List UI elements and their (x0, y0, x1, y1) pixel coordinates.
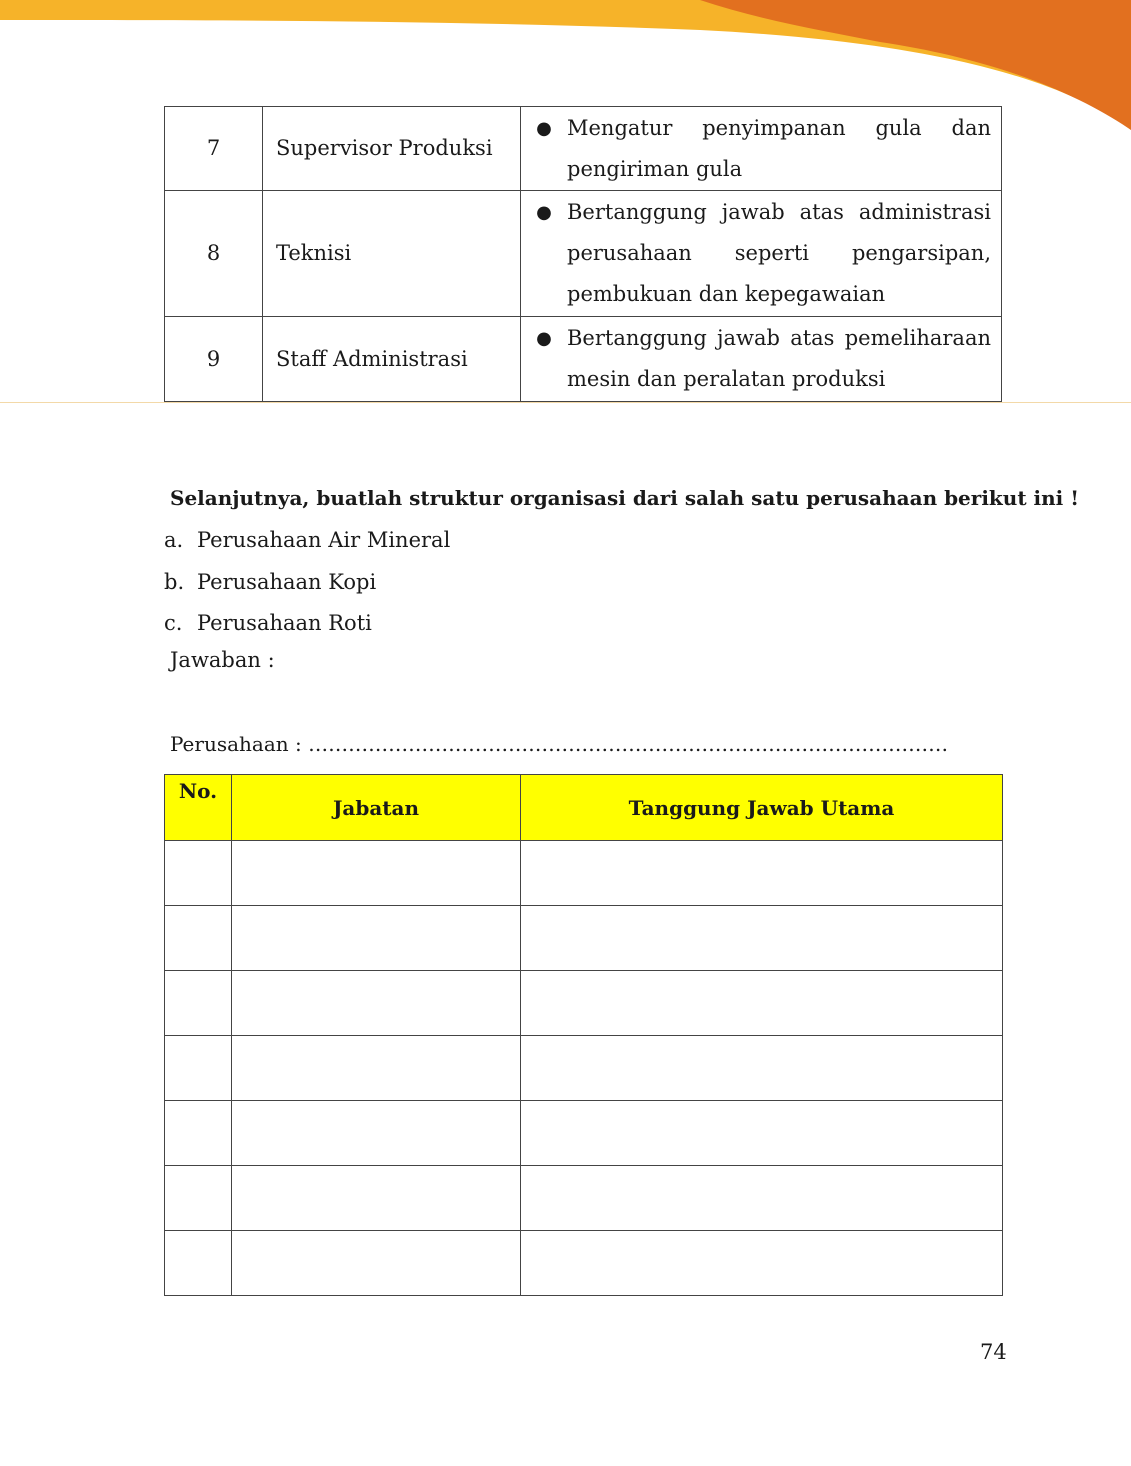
responsibility-cell[interactable] (521, 971, 1003, 1036)
responsibility-cell[interactable] (521, 841, 1003, 906)
table-row (165, 906, 1003, 971)
table-row (165, 841, 1003, 906)
row-number: 7 (165, 107, 263, 191)
bullet-icon: ● (536, 202, 552, 223)
responsibility-text: Bertanggung jawab atas pemeliharaan mesin dan peralatan produksi (567, 326, 991, 391)
responsibility-cell[interactable] (521, 1166, 1003, 1231)
no-cell[interactable] (165, 841, 232, 906)
table-header-row (165, 775, 1003, 841)
position-cell[interactable] (232, 1036, 521, 1101)
table-row (165, 1036, 1003, 1101)
bullet-icon: ● (536, 328, 552, 349)
table-row (165, 107, 1002, 191)
option-letter: a. (164, 528, 184, 552)
no-cell[interactable] (165, 1036, 232, 1101)
table-row (165, 191, 1002, 317)
company-field: Perusahaan : …………………………………………………………………………………… (170, 732, 949, 756)
row-number: 8 (165, 191, 263, 317)
list-item (164, 522, 450, 564)
list-item (164, 564, 450, 606)
no-cell[interactable] (165, 906, 232, 971)
column-header-position: Jabatan (232, 775, 521, 841)
responsibility-cell[interactable] (521, 1101, 1003, 1166)
option-text: Perusahaan Roti (197, 611, 372, 635)
position-cell[interactable] (232, 1231, 521, 1296)
option-text: Perusahaan Kopi (197, 569, 377, 594)
table-row (165, 1231, 1003, 1296)
page-number: 74 (980, 1340, 1007, 1364)
roles-table (164, 106, 1002, 402)
option-letter: b. (164, 569, 185, 594)
position-cell[interactable] (232, 841, 521, 906)
responsibility-cell[interactable] (521, 1036, 1003, 1101)
responsibility-cell (521, 107, 1002, 191)
table-row (165, 971, 1003, 1036)
responsibility-text: Bertanggung jawab atas administrasi perusahaan seperti pengarsipan, pembukuan dan kepegawaian (567, 200, 991, 306)
answer-label: Jawaban : (170, 648, 275, 672)
position-cell: Teknisi (263, 191, 521, 317)
instruction-text: Selanjutnya, buatlah struktur organisasi dari salah satu perusahaan berikut ini ! (170, 486, 1079, 510)
column-header-no: No. (165, 775, 232, 841)
responsibility-cell (521, 317, 1002, 402)
no-cell[interactable] (165, 1231, 232, 1296)
responsibility-cell (521, 191, 1002, 317)
table-row (165, 317, 1002, 402)
options-list (164, 522, 450, 647)
table-row (165, 1101, 1003, 1166)
row-number: 9 (165, 317, 263, 402)
option-text: Perusahaan Air Mineral (197, 528, 451, 552)
bullet-icon: ● (536, 117, 552, 139)
responsibility-cell[interactable] (521, 906, 1003, 971)
answer-table (164, 774, 1003, 1296)
position-cell[interactable] (232, 1166, 521, 1231)
position-cell[interactable] (232, 906, 521, 971)
table-row (165, 1166, 1003, 1231)
no-cell[interactable] (165, 971, 232, 1036)
no-cell[interactable] (165, 1101, 232, 1166)
position-cell[interactable] (232, 1101, 521, 1166)
responsibility-text: Mengatur penyimpanan gula dan pengiriman gula (567, 115, 991, 181)
position-cell: Staff Administrasi (263, 317, 521, 402)
column-header-responsibility: Tanggung Jawab Utama (521, 775, 1003, 841)
position-cell[interactable] (232, 971, 521, 1036)
section-divider (0, 402, 1131, 403)
list-item (164, 605, 450, 647)
option-letter: c. (164, 611, 183, 635)
position-cell: Supervisor Produksi (263, 107, 521, 191)
no-cell[interactable] (165, 1166, 232, 1231)
responsibility-cell[interactable] (521, 1231, 1003, 1296)
